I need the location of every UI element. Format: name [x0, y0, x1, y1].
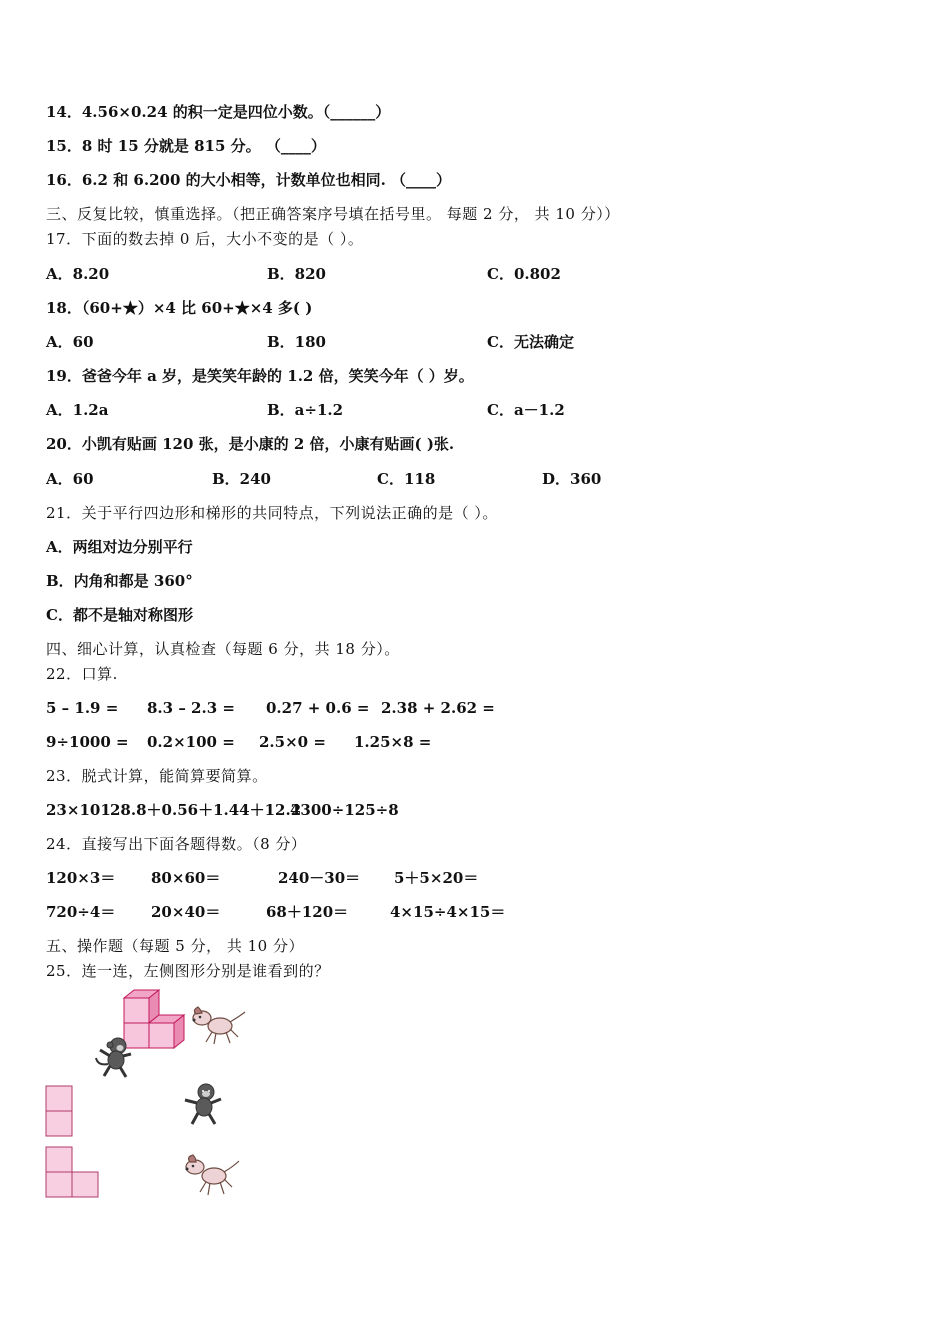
q24-item: 120×3＝ — [46, 869, 116, 887]
q18-option-c: C．无法确定 — [487, 333, 574, 351]
question-25-stem: 25．连一连，左侧图形分别是谁看到的？ — [46, 962, 330, 980]
q23-item: 23×101 — [46, 801, 111, 819]
question-24-stem: 24．直接写出下面各题得数。（8 分） — [46, 835, 307, 853]
question-15: 15．8 时 15 分就是 815 分。 （____） — [46, 137, 326, 155]
q24-item: 5＋5×20＝ — [394, 869, 479, 887]
l-shape-view — [45, 1146, 101, 1199]
q22-item: 5 – 1.9 = — [46, 699, 119, 717]
q22-item: 0.27 + 0.6 = — [266, 699, 370, 717]
q19-option-a: A．1.2a — [46, 401, 109, 419]
q24-item: 20×40＝ — [151, 903, 221, 921]
question-23-stem: 23．脱式计算，能简算要简算。 — [46, 767, 268, 785]
q21-option-b: B．内角和都是 360° — [46, 572, 193, 590]
q24-item: 80×60＝ — [151, 869, 221, 887]
q24-item: 4×15÷4×15＝ — [390, 903, 506, 921]
q22-item: 1.25×8 = — [354, 733, 432, 751]
monkey-icon — [92, 1036, 138, 1080]
q20-option-d: D．360 — [542, 470, 602, 488]
question-14: 14．4.56×0.24 的积一定是四位小数。（______） — [46, 103, 391, 121]
q17-option-c: C．0.802 — [487, 265, 561, 283]
q23-item: 28.8＋0.56＋1.44＋12.2 — [110, 801, 302, 819]
q19-option-b: B．a÷1.2 — [267, 401, 344, 419]
q22-item: 2.5×0 = — [259, 733, 326, 751]
question-17-stem: 17．下面的数去掉 0 后，大小不变的是（ ）。 — [46, 230, 364, 248]
q19-option-c: C．a－1.2 — [487, 401, 565, 419]
q22-item: 2.38 + 2.62 = — [381, 699, 495, 717]
dog-icon — [190, 1004, 248, 1048]
section-5-heading: 五、操作题（每题 5 分， 共 10 分） — [46, 937, 304, 955]
q18-option-b: B．180 — [267, 333, 326, 351]
question-16: 16．6.2 和 6.200 的大小相等，计数单位也相同. （____） — [46, 171, 452, 189]
section-3-heading: 三、反复比较，慎重选择。（把正确答案序号填在括号里。 每题 2 分， 共 10 分）） — [46, 205, 620, 223]
question-22-stem: 22．口算. — [46, 665, 118, 683]
q17-option-b: B．820 — [267, 265, 326, 283]
question-18-stem: 18．（60+★）×4 比 60+★×4 多( ) — [46, 299, 313, 317]
q22-item: 8.3 – 2.3 = — [147, 699, 235, 717]
q24-item: 240－30＝ — [278, 869, 361, 887]
q20-option-c: C．118 — [377, 470, 436, 488]
q22-item: 0.2×100 = — [147, 733, 235, 751]
question-20-stem: 20．小凯有贴画 120 张，是小康的 2 倍，小康有贴画( )张. — [46, 435, 455, 453]
q21-option-c: C．都不是轴对称图形 — [46, 606, 193, 624]
q17-option-a: A．8.20 — [46, 265, 110, 283]
two-square-view — [45, 1085, 75, 1139]
q20-option-b: B．240 — [212, 470, 271, 488]
q18-option-a: A．60 — [46, 333, 94, 351]
question-19-stem: 19．爸爸今年 a 岁，是笑笑年龄的 1.2 倍，笑笑今年（ ）岁。 — [46, 367, 474, 385]
q23-item: 4300÷125÷8 — [290, 801, 399, 819]
q24-item: 720÷4＝ — [46, 903, 116, 921]
q20-option-a: A．60 — [46, 470, 94, 488]
dog-icon — [182, 1152, 242, 1198]
monkey-icon — [180, 1082, 228, 1128]
q24-item: 68＋120＝ — [266, 903, 349, 921]
q22-item: 9÷1000 = — [46, 733, 129, 751]
q21-option-a: A．两组对边分别平行 — [46, 538, 193, 556]
section-4-heading: 四、细心计算，认真检查（每题 6 分，共 18 分）。 — [46, 640, 400, 658]
question-21-stem: 21．关于平行四边形和梯形的共同特点，下列说法正确的是（ ）。 — [46, 504, 498, 522]
